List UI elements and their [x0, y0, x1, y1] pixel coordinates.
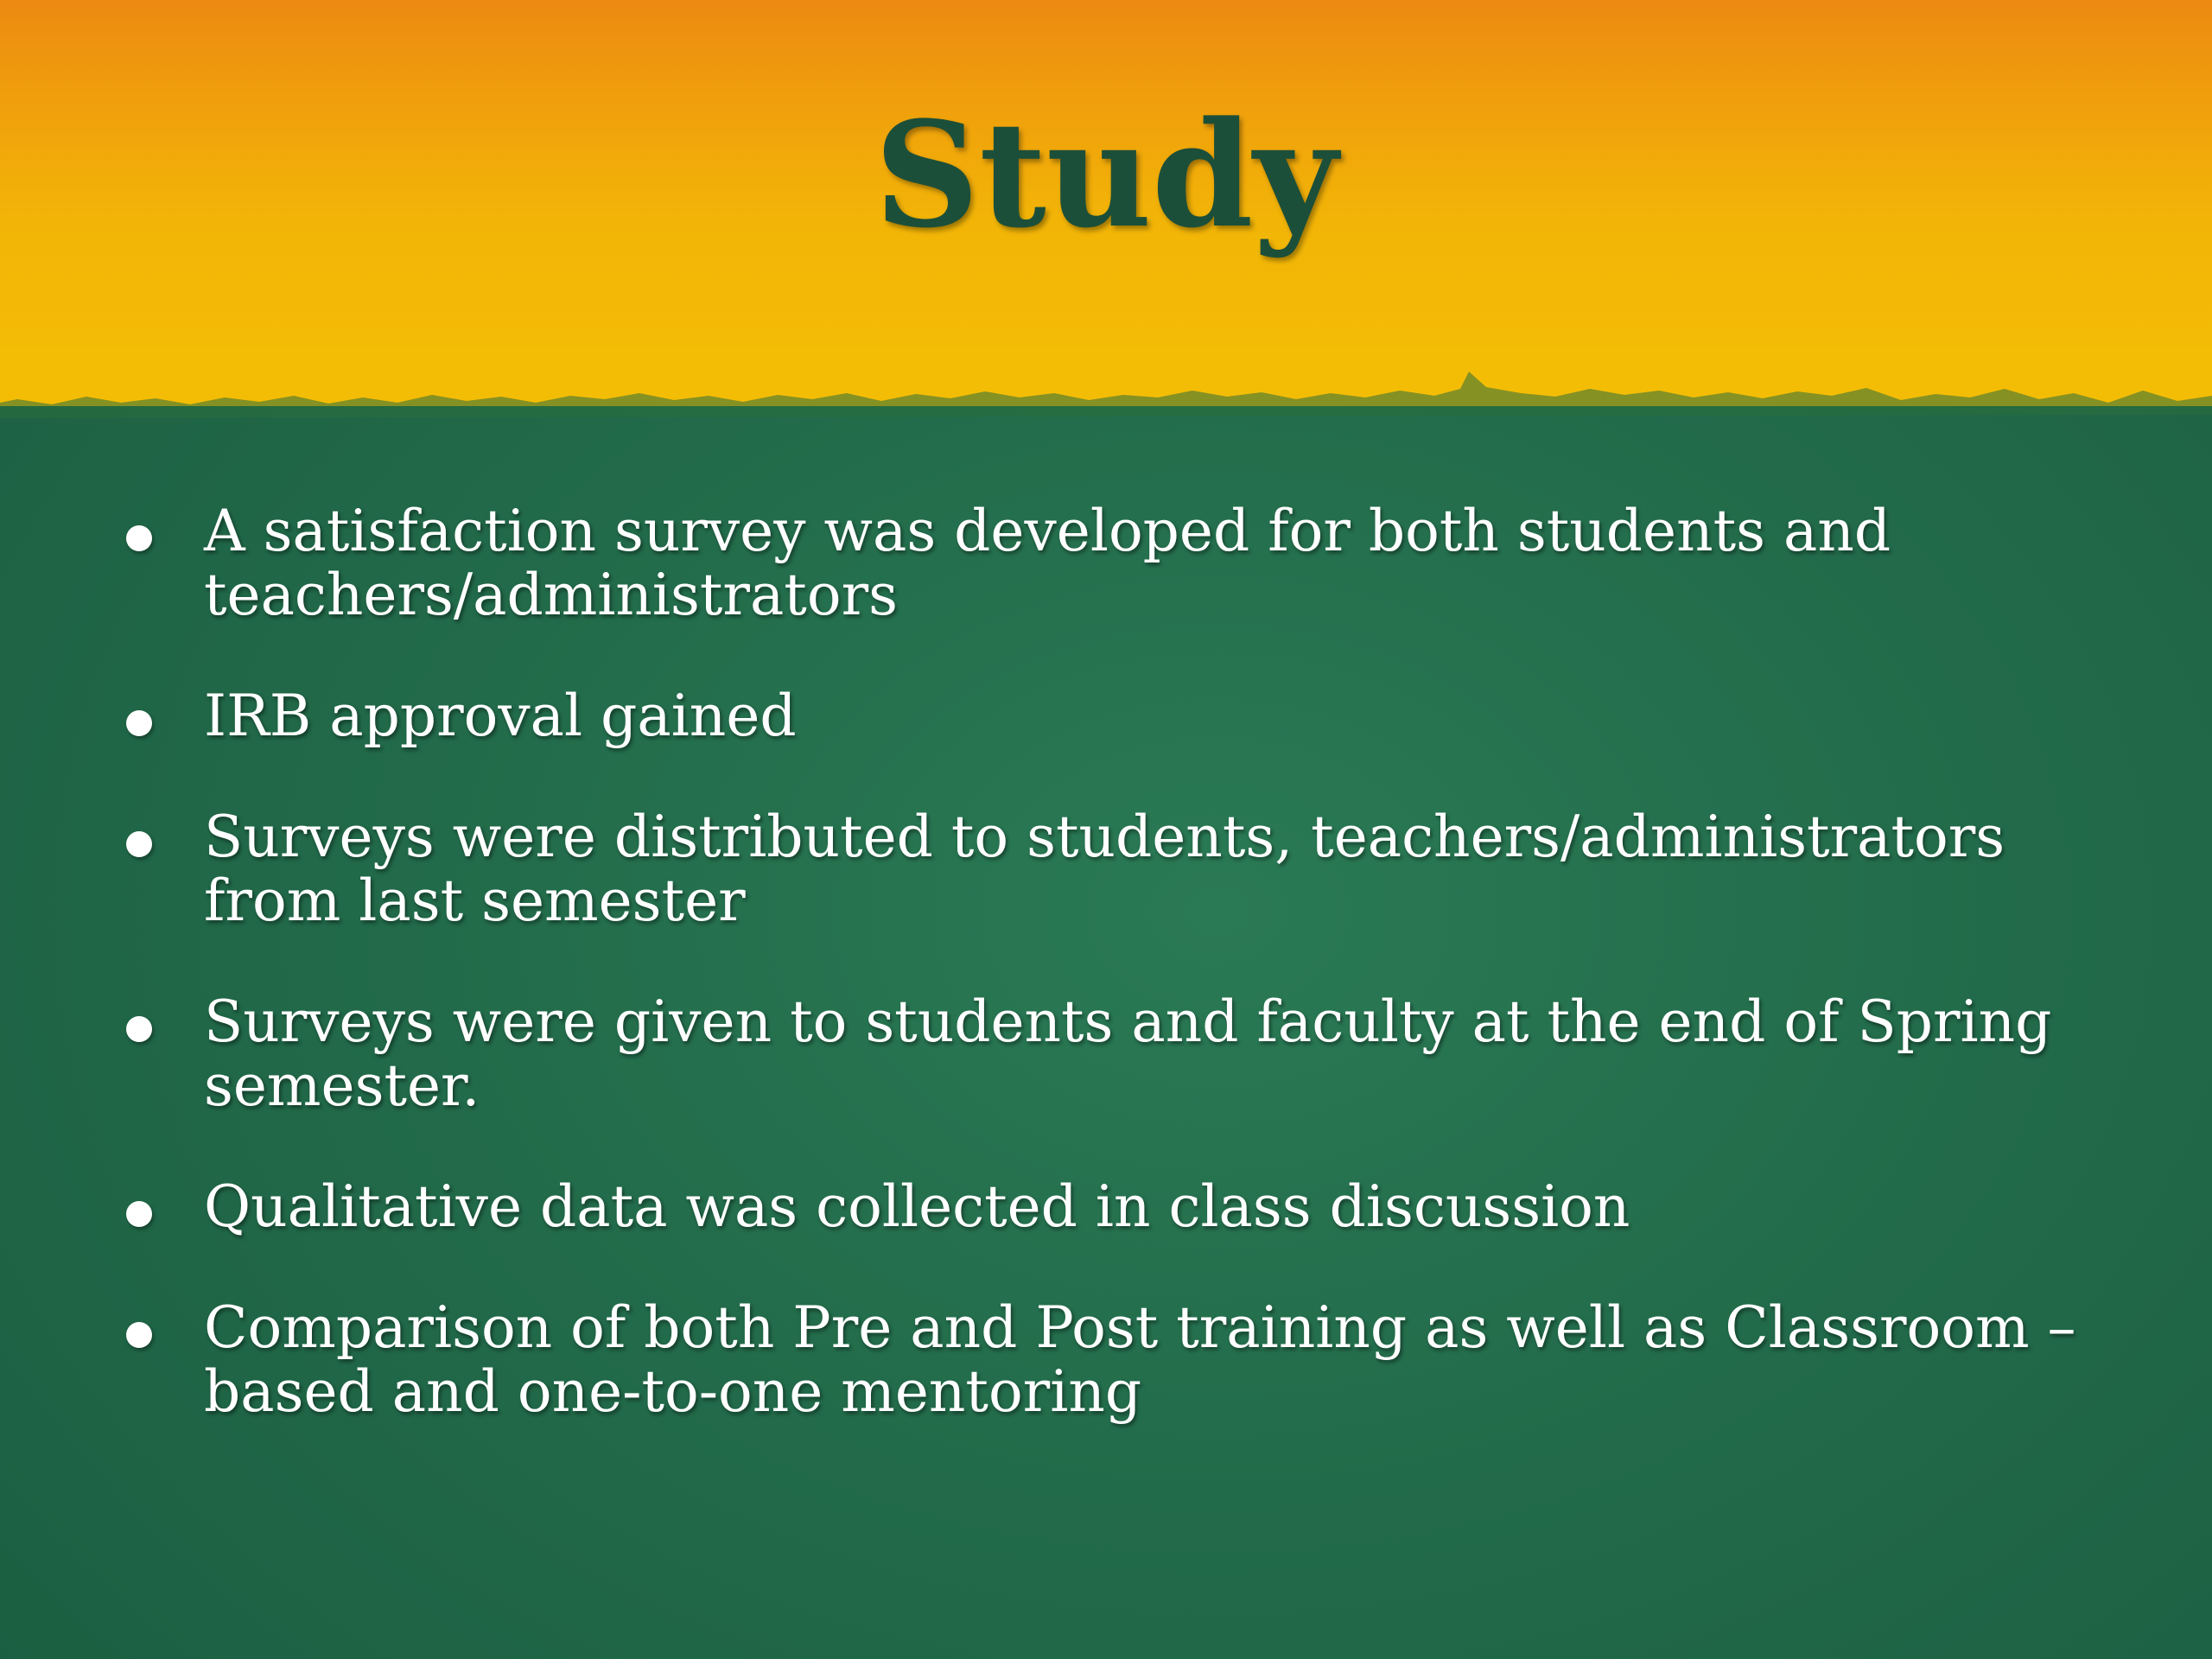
bullet-dot-icon: [126, 1322, 152, 1348]
bullet-text: A satisfaction survey was developed for both students and teachers/administrators: [204, 498, 1891, 628]
bullet-item: [121, 805, 2126, 933]
bullet-list: [121, 499, 2126, 1481]
bullet-dot-icon: [126, 1201, 152, 1227]
bullet-text: Comparison of both Pre and Post training as well as Classroom –based and one-to-one mentoring: [204, 1294, 2076, 1425]
slide-title: Study: [874, 89, 1338, 260]
bullet-item: [121, 1175, 2126, 1239]
bullet-dot-icon: [126, 1016, 152, 1042]
bullet-text: Qualitative data was collected in class discussion: [204, 1173, 1630, 1240]
bullet-text: IRB approval gained: [204, 683, 797, 749]
bullet-item: [121, 990, 2126, 1118]
torn-edge-divider: [0, 346, 2212, 441]
bullet-dot-icon: [126, 831, 152, 857]
bullet-dot-icon: [126, 710, 152, 736]
bullet-item: [121, 499, 2126, 627]
bullet-text: Surveys were given to students and faculty at the end of Spring semester.: [204, 988, 2052, 1119]
bullet-item: [121, 684, 2126, 748]
bullet-text: Surveys were distributed to students, teachers/administrators from last semester: [204, 804, 2005, 934]
bullet-dot-icon: [126, 525, 152, 551]
bullet-item: [121, 1296, 2126, 1424]
